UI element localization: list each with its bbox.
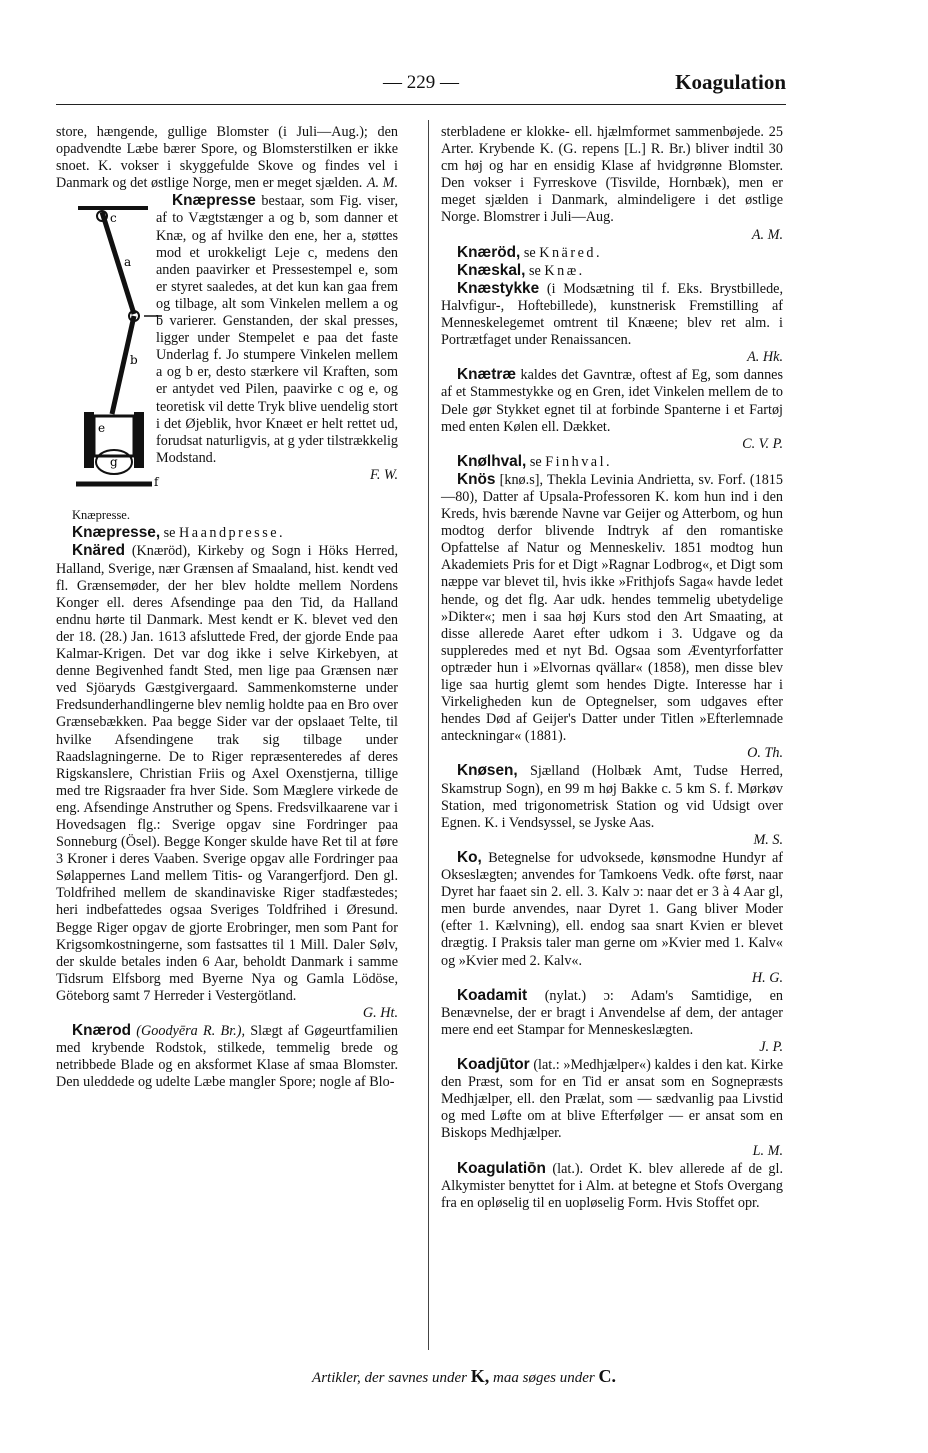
left-column	[56, 124, 398, 1091]
entry-text: (i Modsætning til f. Eks. Brystbillede, Halvfigur-, Hoftebillede), kunstnerisk Fremstilling af Menneskelegemet omtrent til Knæene; blev ret alm. i Portrætfaget under Renaissancen.	[441, 280, 784, 349]
page-header	[56, 72, 786, 100]
headword: Knætræ	[457, 366, 516, 384]
entry-knaepresse	[56, 192, 398, 523]
entry-knared	[56, 542, 398, 1022]
entry-text: (lat.: »Medhjælper«) kaldes i den kat. Kirke den Præst, som for en Tid er ansat som en Sognepræsts Medhjælper, ell. den Prælat, som — sædvanlig paa Livstid og med Løfte om at blive Efterfølger — er ansat som en Biskops Medhjælper.	[441, 1057, 783, 1142]
entry-text: [knø.s], Thekla Levinia Andrietta, sv. Forf. (1815—80), Datter af Upsala-Professoren K. kom hun ind i den Kreds, hvis bærende Navne var Geijer og Atterbom, og hun modtog derfor blivende Indtryk af den romantiske Opfattelse af Natur og Menneskeliv. 1851 modtog hun Akademiets Pris for et Digt »Ragnar Lodbrog«, et Digt som næppe var blevet til, hvis ikke »Frithjofs Saga« havde ledet hende, og det flg. Aar udk. hendes temmelig ubetydelige »Dikter«; men i saa høj Kurs stod den Art Smaating, at disse allerede Aaret efter udkom i 3. Udgave og da suppleredes med et nyt Bd. Ogsaa som Æventyrforfatter optræder hun i »Elvornas qvällar« (1858), men disse blev lige saa hurtig glemt som hendes Digte. Interesse har i Virkeligheden kun de Optegnelser, som udgaves efter hendes Død af Geijer's Datter under Titlen »Efterlemnade anteckningar« (1881).	[441, 471, 783, 745]
entry-text: bestaar, som Fig. viser, af to Vægtstænger a og b, som danner et Knæ, og af hvilke den ene, her a, støttes mod et urokkeligt Leje c, medens den anden paavirker et Pressestempel e, som er styret saaledes, at det kun kan gaa frem og tilbage, alt som Vinkelen mellem a og b varierer. Genstanden, der skal presses, ligger under Stempelet e paa det faste Underlag f. Jo stumpere Vinkelen mellem a og b er, desto stærkere vil Kraften, som er antydet ved Pilen, paavirke c og e, og teoretisk vil dette Tryk blive uendelig stort i det Øjeblik, hvor Knæet er helt rettet ud, forudsat naturligvis, at g yder tilstrækkelig Modstand.	[156, 193, 398, 466]
author-signature: A. M.	[751, 226, 783, 243]
entry-text: kaldes det Gavntræ, oftest af Eg, som dannes af et Stammestykke og en Gren, idet Vinkelen mellem de to Dele gør Stykket egnet til at forbinde Spanterne i et Fartøj med enten Kølen ell. Dækket.	[441, 367, 783, 435]
header-rule	[56, 104, 786, 105]
running-head: Koagulation	[675, 70, 786, 94]
fig-label-f: f	[154, 475, 159, 490]
headword: Knäred	[72, 542, 126, 560]
footer-text: Artikler, der savnes under	[312, 1370, 468, 1386]
entry-text: (nylat.) ɔ: Adam's Samtidige, en Benævnelse, der er bragt i Anvendelse af dem, der antager mere end eet Stampar for Menneskeslægten.	[441, 987, 784, 1038]
entry-text: se	[163, 525, 176, 542]
headword: Knæskal,	[457, 261, 526, 279]
knaepresse-figure	[56, 194, 159, 524]
entry-text: (Knæröd), Kirkeby og Sogn i Höks Herred, Halland, Sverige, nær Grænsen af Smaaland, hist. kendt ved fl. Grænsemøder, der her blev holdte mellem Nordens Konger ell. deres Afsendinge paa den Tid, da Halland endnu hørte til Danmark. Mest kendt er K. blevet ved den der 18. (28.) Jan. 1613 afsluttede Fred, der gjorde Ende paa Kalmar-Krigen. Det var dog ikke i selve Kirkebyen, at denne Begivenhed fandt Sted, men lige paa Grænsen nær ved Sjöaryds Gæstgivergaard. Sammenkomsterne under Fredsunderhandlingerne blev nemlig holdte paa en Bro over Grænsebækken. Paa begge Sider var der opslaaet Telte, til hvilke Afsendingene trak sig tilbage under Raadslagningerne. De to Riger repræsenteredes af deres Rigskanslere, Christian Friis og Axel Oxenstjerna, tillige med tre Rigsraader fra hver Side. Som Mæglere virkede de eng. Afsendinge Anstruther og Spens. Fredsvilkaarene var i Hovedsagen flg.: Sverige opgav sine Fordringer paa Sonneburg (Ösel). Begge Konger skulde have Ret til at føre 3 Kroner i deres Vaaben. Sverige opgav alle Fordringer paa Sølappernes Land mellem Titis- og Varangerfjord. Den gl. Toldfrihed mellem de skandinaviske Riger stadfæstedes; heri indbefattedes ogsaa Sveriges Toldfrihed i Øresund. Begge Riger opgav de gjorte Erobringer, men som Pant for Krigsomkostningerne, som fastsattes til 1 Mill. Daler Sølv, der skulde betales inden 6 Aar, beholdt Danmark i samme Tidsrum Elfsborg med Byerne Nya og Gamla Lödöse, Göteborg samt 7 Herreder i Vestergötland.	[56, 543, 399, 1004]
entry-text: (lat.). Ordet K. blev allerede af de gl. Alkymister benyttet for i Alm. at betegne et Stofs Overgang fra en opløselig til en uopløselig Form. Hvis Stoffet opr.	[441, 1160, 783, 1211]
right-column	[441, 124, 783, 1212]
entry-knoelhval	[441, 453, 783, 471]
headword: Knæpresse	[172, 192, 256, 210]
fig-label-c: c	[110, 211, 117, 226]
entry-text: Sjælland (Holbæk Amt, Tudse Herred, Skamstrup Sogn), en 99 m høj Bakke c. 5 km S. f. Mørkøv Station, med trigonometrisk Station og vid Udsigt over Egnen. K. i Vendsyssel, se Jyske Aas.	[441, 763, 784, 831]
fig-label-g: g	[110, 455, 118, 470]
entry-paragraph	[441, 124, 783, 244]
entry-knos	[441, 471, 783, 763]
author-signature: G. Ht.	[362, 1005, 398, 1021]
author-signature: C. V. P.	[742, 435, 783, 452]
entry-paragraph	[56, 124, 398, 192]
entry-text: sterbladene er klokke- ell. hjælmformet sammenbøjede. 25 Arter. Krybende K. (G. repens [L.] R. Br.) bliver indtil 30 cm høj og har en ensidig Klase af hvidgrønne Blomster. Den vokser i Fyrreskove (Tisvilde, Hornbæk), men er meget sjælden i Danmark, almindeligere i det østlige Norge. Blomstrer i Juli—Aug.	[441, 124, 783, 226]
entry-knaepresse-ref	[56, 524, 398, 542]
footer-letter-c: C.	[598, 1366, 616, 1386]
knaepresse-diagram	[72, 194, 162, 514]
cross-reference: Knæ.	[544, 262, 585, 279]
entry-knaerod-ref	[441, 244, 783, 262]
cross-reference: Knäred.	[539, 244, 603, 261]
entry-text: se	[523, 244, 536, 261]
entry-text: se	[528, 262, 541, 279]
author-signature: A. Hk.	[747, 349, 783, 366]
entry-text: Slægt af Gøgeurtfamilien med krybende Rodstok, stilkede, temmelig brede og netribbede Blade og en aksformet Klase af smaa Blomster. Den uleddede og udelte Læbe mangler Spore; nogle af Blo-	[56, 1023, 399, 1091]
entry-knaerod	[56, 1022, 398, 1091]
author-signature: J. P.	[759, 1038, 783, 1055]
headword: Knærod	[72, 1022, 131, 1040]
headword: Knös	[457, 470, 496, 488]
latin-name: (Goodyēra R. Br.),	[136, 1023, 245, 1040]
footer-letter-k: K,	[470, 1366, 490, 1386]
page-number: — 229 —	[383, 72, 459, 93]
entry-knaeskal	[441, 262, 783, 280]
author-signature: A. M.	[366, 175, 398, 192]
fig-label-e: e	[98, 421, 106, 436]
headword: Ko,	[457, 848, 482, 866]
author-signature: M. S.	[753, 831, 783, 848]
entry-knaestykke	[441, 280, 783, 366]
headword: Knæstykke	[457, 279, 540, 297]
fig-label-b: b	[130, 353, 138, 368]
headword: Knæpresse,	[72, 524, 161, 542]
cross-reference: Haandpresse.	[179, 525, 286, 542]
figure-caption: Knæpresse.	[72, 508, 130, 523]
headword: Knæröd,	[457, 243, 521, 261]
entry-text: Betegnelse for udvoksede, kønsmodne Hundyr af Okseslægten; anvendes for Tamkoens Vedk. ofte først, naar Dyret har faaet sin 2. ell. 3. Kalv ɔ: naar det er 3 à 4 Aar gl, men burde anvendes, naar Dyret 1. Gang bliver Moder (efter 1. Kælvning), ell. endog saa snart Kvien er blevet drægtig. I Praksis taler man gerne om »Kvier med 1. Kalv« og »Kvier med 2. Kalv«.	[441, 849, 784, 969]
author-signature: L. M.	[752, 1142, 783, 1159]
headword: Knøsen,	[457, 762, 518, 780]
footer-text-mid: maa søges under	[493, 1370, 595, 1386]
headword: Koadamit	[457, 986, 528, 1004]
entry-text: store, hængende, gullige Blomster (i Juli—Aug.); den opadvendte Læbe bærer Spore, og Blomsterstilken er ikke snoet. K. vokser i skyggefulde Skove og findes vel i Danmark og det østlige Norge, men er meget sjælden.	[56, 124, 398, 192]
entry-ko	[441, 849, 783, 987]
entry-text: se	[529, 453, 542, 470]
entry-koagulation	[441, 1160, 783, 1212]
headword: Koagulatiōn	[457, 1159, 546, 1177]
author-signature: H. G.	[751, 969, 783, 986]
page-footer	[0, 1366, 928, 1387]
entry-knoesen	[441, 762, 783, 848]
author-signature: F. W.	[370, 466, 398, 483]
entry-koadamit	[441, 987, 783, 1056]
author-signature: O. Th.	[747, 745, 783, 762]
headword: Knølhval,	[457, 452, 527, 470]
entry-koadjutor	[441, 1056, 783, 1160]
fig-label-a: a	[124, 255, 132, 270]
column-divider	[428, 120, 429, 1350]
entry-knaetrae	[441, 366, 783, 452]
headword: Koadjūtor	[457, 1056, 530, 1074]
cross-reference: Finhval.	[545, 453, 613, 470]
